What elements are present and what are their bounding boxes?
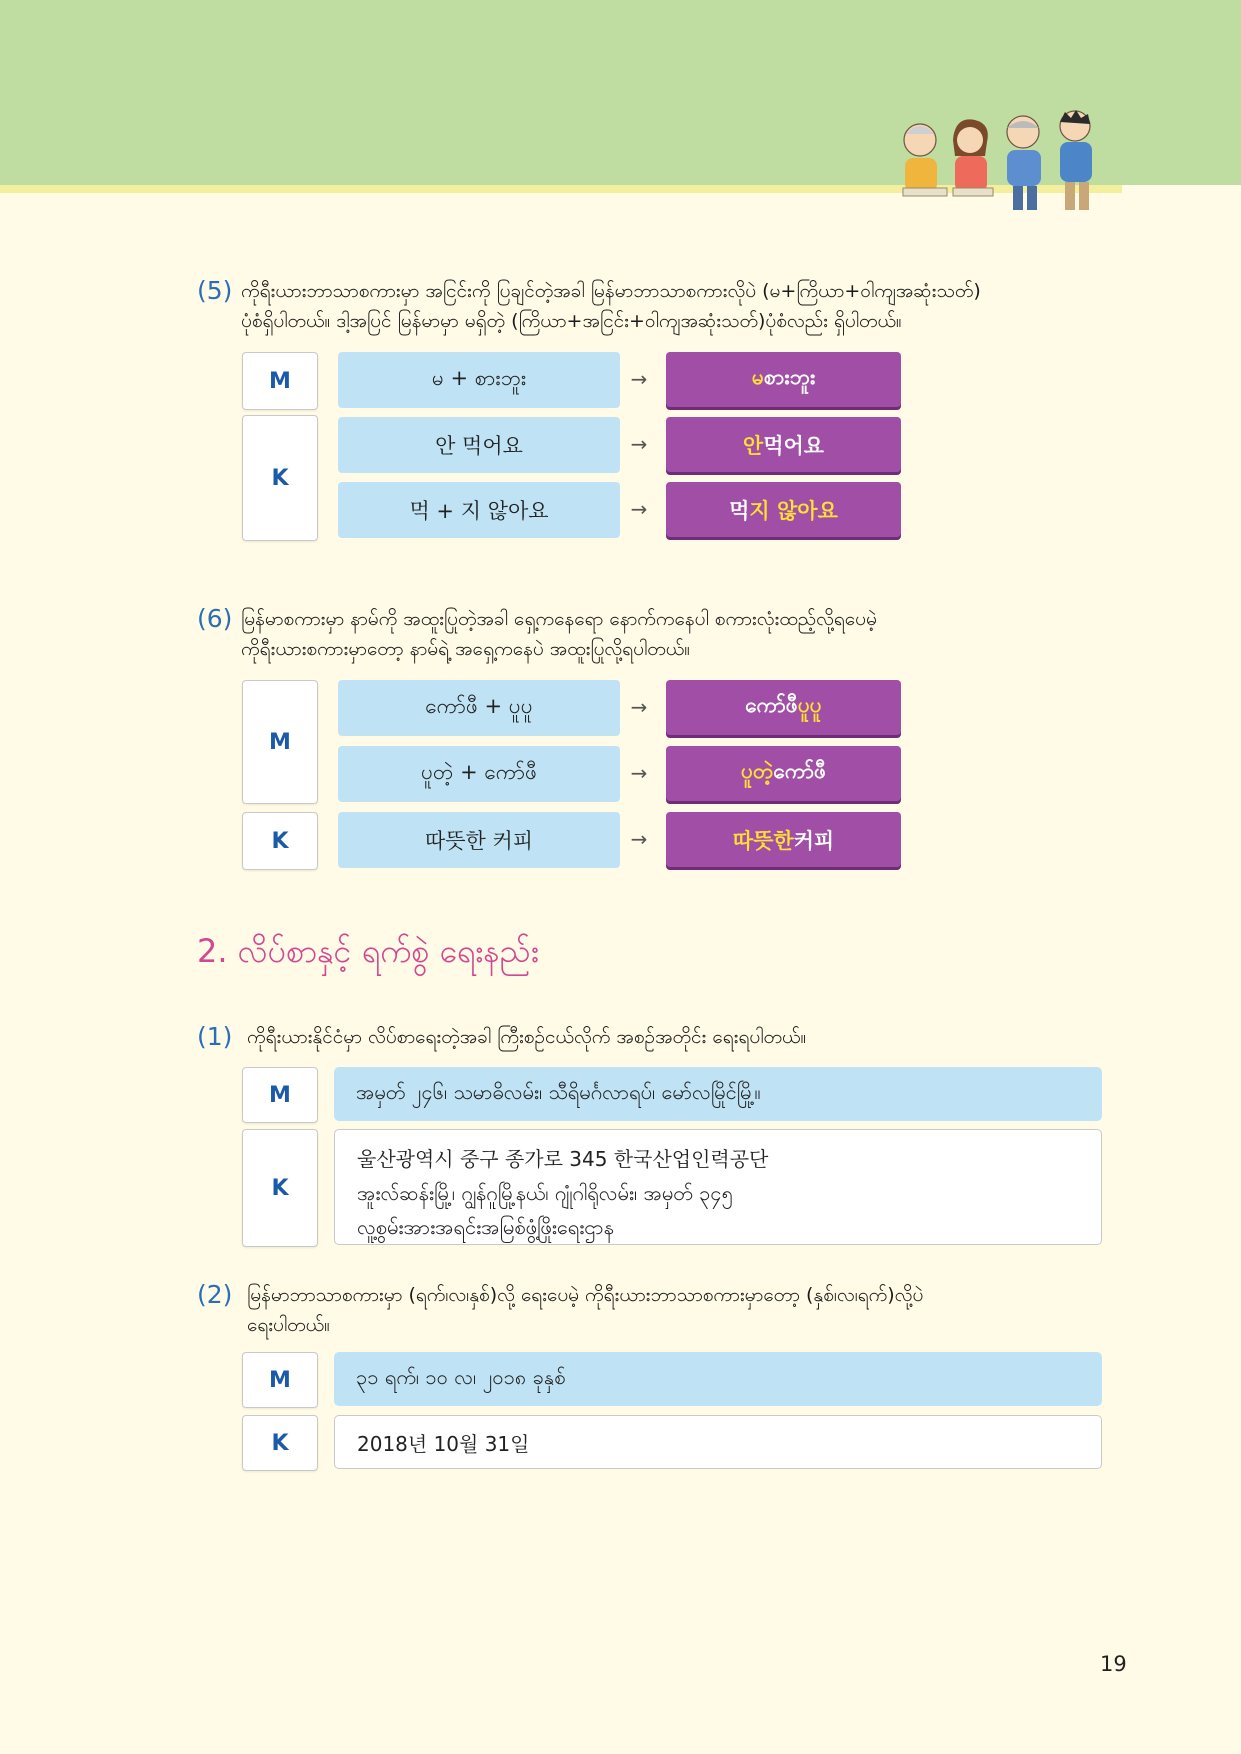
label-k: K <box>242 415 318 541</box>
label-k: K <box>242 1415 318 1471</box>
page-number: 19 <box>1100 1652 1127 1676</box>
result-suffix: ကော်ဖီ <box>773 759 827 783</box>
source-phrase: 안 먹어요 <box>338 417 620 473</box>
question-2-line-1: မြန်မာဘာသာစကားမှာ (ရက်၊လ၊နှစ်)လို့ ရေးပေမဲ့ ကိုရီးယားဘာသာစကားမှာတော့ (နှစ်၊လ၊ရက်)လို့ပဲ <box>247 1284 924 1306</box>
people-illustration <box>895 110 1125 215</box>
result-phrase <box>666 352 901 407</box>
address-korean-line-2: အူးလ်ဆန်းမြို့၊ ဂျွန်ဂူမြို့နယ်၊ ဂျုံဂါရိုလမ်း၊ အမှတ် ၃၄၅ <box>357 1181 733 1205</box>
question-5-text <box>241 276 1101 336</box>
arrow-icon: → <box>630 497 648 521</box>
source-phrase: မ + စားဘူး <box>338 352 620 408</box>
question-2-line-2: ရေးပါတယ်။ <box>247 1314 330 1336</box>
question-number-5: (5) <box>197 276 233 305</box>
arrow-icon: → <box>630 432 648 456</box>
question-number-1: (1) <box>197 1022 233 1051</box>
arrow-icon: → <box>630 761 648 785</box>
source-phrase: ကော်ဖီ + ပူပူ <box>338 680 620 736</box>
result-phrase <box>666 680 901 735</box>
label-k: K <box>242 1129 318 1247</box>
label-m: M <box>242 1352 318 1408</box>
source-phrase: 따뜻한 커피 <box>338 812 620 868</box>
result-highlight: 따뜻한 <box>732 828 794 853</box>
result-phrase <box>666 812 901 867</box>
address-myanmar: အမှတ် ၂၄၆၊ သမာဓိလမ်း၊ သီရိမင်္ဂလာရပ်၊ မော်လမြိုင်မြို့။ <box>334 1067 1102 1121</box>
date-myanmar: ၃၁ ရက်၊ ၁၀ လ၊ ၂၀၁၈ ခုနှစ် <box>334 1352 1102 1406</box>
label-m: M <box>242 352 318 410</box>
question-1-text <box>247 1022 1107 1052</box>
result-prefix: 먹 <box>729 498 750 523</box>
result-highlight: ပူပူ <box>797 693 822 717</box>
result-phrase <box>666 417 901 472</box>
question-number-2: (2) <box>197 1280 233 1309</box>
result-highlight: ပူတဲ့ <box>740 759 774 783</box>
result-highlight: မ <box>751 365 764 389</box>
arrow-icon: → <box>630 367 648 391</box>
address-korean-line-1: 울산광역시 중구 종가로 345 한국산업인력공단 <box>357 1147 769 1171</box>
section-title: 2. လိပ်စာနှင့် ရက်စွဲ ရေးနည်း <box>197 932 539 970</box>
question-number-6: (6) <box>197 604 233 633</box>
result-suffix: 먹어요 <box>763 433 825 458</box>
result-phrase <box>666 482 901 537</box>
label-m: M <box>242 1067 318 1123</box>
question-6-line-1: မြန်မာစကားမှာ နာမ်ကို အထူးပြုတဲ့အခါ ရှေ့ကနေရော နောက်ကနေပါ စကားလုံးထည့်လို့ရပေမဲ့ <box>241 608 877 630</box>
result-highlight: 안 <box>742 433 764 458</box>
arrow-icon: → <box>630 695 648 719</box>
date-korean: 2018년 10월 31일 <box>334 1415 1102 1469</box>
question-6-text <box>241 604 1101 664</box>
address-korean-line-3: လူ့စွမ်းအားအရင်းအမြစ်ဖွံ့ဖြိုးရေးဌာန <box>357 1215 614 1239</box>
result-highlight: 지 않아요 <box>749 498 838 523</box>
question-1-line-1: ကိုရီးယားနိုင်ငံမှာ လိပ်စာရေးတဲ့အခါ ကြီးစဉ်ငယ်လိုက် အစဉ်အတိုင်း ရေးရပါတယ်။ <box>247 1026 807 1048</box>
source-phrase: ပူတဲ့ + ကော်ဖီ <box>338 746 620 802</box>
address-korean <box>334 1129 1102 1245</box>
question-5-line-1: ကိုရီးယားဘာသာစကားမှာ အငြင်းကို ပြချင်တဲ့အခါ မြန်မာဘာသာစကားလိုပဲ (မ+ကြိယာ+ဝါကျအဆုံးသတ်) <box>241 280 981 302</box>
result-suffix: စားဘူး <box>763 365 816 389</box>
result-phrase <box>666 746 901 801</box>
label-m: M <box>242 680 318 804</box>
label-k: K <box>242 812 318 870</box>
question-5-line-2: ပုံစံရှိပါတယ်။ ဒါ့အပြင် မြန်မာမှာ မရှိတဲ့ (ကြိယာ+အငြင်း+ဝါကျအဆုံးသတ်)ပုံစံလည်း ရှိပါတယ်။ <box>241 310 902 332</box>
source-phrase: 먹 + 지 않아요 <box>338 482 620 538</box>
result-prefix: ကော်ဖီ <box>745 693 798 717</box>
arrow-icon: → <box>630 827 648 851</box>
result-suffix: 커피 <box>793 828 835 853</box>
question-2-text <box>247 1280 1107 1340</box>
question-6-line-2: ကိုရီးယားစကားမှာတော့ နာမ်ရဲ့ အရှေ့ကနေပဲ အထူးပြုလို့ရပါတယ်။ <box>241 638 690 660</box>
